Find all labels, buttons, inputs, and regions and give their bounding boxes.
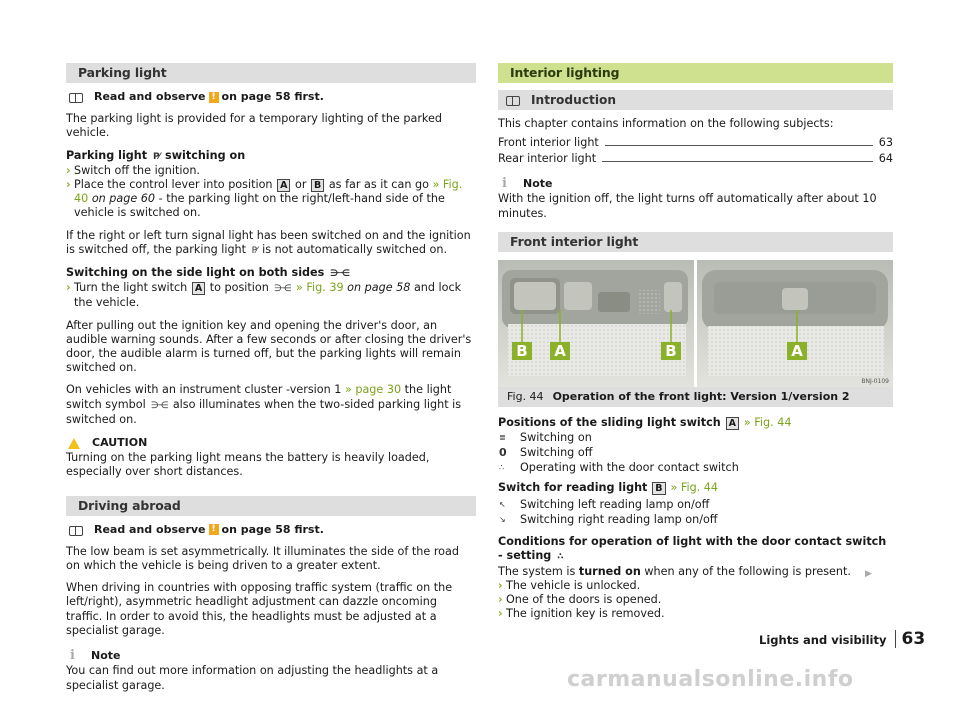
left-column [66, 63, 476, 693]
list-item: › The ignition key is removed. [498, 607, 665, 621]
watermark: carmanualsonline.info [567, 667, 854, 692]
parking-light-icon: P⁄ [251, 245, 257, 256]
callout-b-1 [512, 342, 532, 360]
fig-link[interactable]: » Fig. 40 [74, 178, 463, 206]
list-item: ↘ Switching right reading lamp on/off [499, 513, 718, 527]
footer-title: Lights and visibility [759, 632, 887, 647]
section-title-parking-light: Parking light [66, 63, 476, 83]
reading-left-icon: ↖ [499, 500, 506, 510]
reading-right-icon: ↘ [499, 515, 506, 525]
caution-icon [68, 438, 80, 449]
positions-list [498, 431, 893, 475]
figure-caption: Fig. 44 Operation of the front light: Version 1/version 2 [498, 387, 893, 407]
figure-illustration [498, 260, 893, 387]
abroad-p1: The low beam is set asymmetrically. It illuminates the side of the road on which the vehicle is being driven to a greater extent. [66, 544, 459, 573]
reading-head: Switch for reading light B » Fig. 44 [498, 481, 719, 495]
light-on-icon: ≣ [499, 432, 506, 442]
side-light-icon: ⋺⋲ [274, 284, 291, 295]
svg-text:A: A [791, 341, 803, 360]
section-title-driving-abroad: Driving abroad [66, 496, 476, 516]
chevron-icon: › [66, 281, 71, 295]
side-light-head: Switching on the side light on both sides ⋺⋲ [66, 266, 476, 281]
key-a: A [277, 179, 290, 192]
warning-icon: ! [209, 92, 219, 103]
chevron-icon: › [498, 607, 503, 621]
intro-text: This chapter contains information on the following subjects: [498, 117, 834, 130]
note-head: i Note [502, 176, 553, 192]
info-icon: i [502, 176, 507, 192]
section-title-front-interior-light: Front interior light [498, 232, 893, 252]
right-column [498, 63, 893, 621]
book-icon [69, 92, 83, 102]
chevron-icon: › [498, 593, 503, 607]
callout-b-2 [661, 342, 681, 360]
key-a: A [192, 282, 205, 295]
figure-front-light [498, 260, 893, 387]
chevron-icon: › [66, 163, 71, 177]
zero-icon: 0 [499, 445, 507, 459]
note-text: You can find out more information on adjusting the headlights at a specialist garage. [66, 664, 439, 692]
turn-signal-paragraph: If the right or left turn signal light has been switched on and the ignition is switched off, the parking light P⁄ is not automatically switched on. [66, 229, 476, 258]
svg-text:A: A [554, 341, 566, 360]
page-number: 63 [895, 630, 926, 648]
continue-arrow-icon: ▶ [865, 569, 872, 579]
fig-link[interactable]: » Fig. 39 [295, 281, 344, 295]
after-paragraph: After pulling out the ignition key and opening the driver's door, an audible warning sounds. After a few seconds or after closing the driver's door, the audible alarm is turned off, but the parking lights will remain switched on. [66, 318, 472, 375]
section-title-interior-lighting: Interior lighting [498, 63, 893, 83]
conditions-text: The system is turned on when any of the following is present. [498, 564, 851, 578]
key-b: B [652, 482, 665, 495]
note-head: i Note [70, 648, 121, 664]
conditions-head: Conditions for operation of light with the door contact switch - setting ∴ [498, 535, 893, 564]
warning-icon: ! [209, 524, 219, 535]
cluster-paragraph: On vehicles with an instrument cluster -version 1 » page 30 the light switch symbol ⋺⋲ also illuminates when the two-sided parking light is switched on. [66, 383, 462, 426]
list-item: › Turn the light switch A to position ⋺⋲ » Fig. 39 on page 58 and lock the vehicle. [66, 281, 462, 310]
page-footer [759, 630, 925, 648]
note-text: With the ignition off, the light turns off automatically after about 10 minutes. [498, 192, 877, 220]
read-observe-line: Read and observe ! on page 58 first. [66, 90, 476, 104]
toc-item[interactable]: Rear interior light 64 [498, 152, 893, 165]
list-item: › One of the doors is opened. [498, 593, 662, 607]
page-link[interactable]: » page 30 [344, 383, 402, 397]
introduction-head: Introduction [498, 90, 893, 110]
list-item: ↖ Switching left reading lamp on/off [499, 498, 710, 512]
list-item: 0 Switching off [499, 445, 593, 459]
reading-list [498, 498, 893, 527]
fig-link[interactable]: » Fig. 44 [670, 481, 719, 495]
side-light-icon: ⋺⋲ [151, 400, 168, 411]
chevron-icon: › [498, 578, 503, 592]
list-item: › Place the control lever into position A or B as far as it can go » Fig. 40 on page 60 - the parking light on the right/left-hand side of the vehicle is switched on. [66, 178, 463, 220]
callout-a-2 [787, 342, 807, 360]
callout-a-1 [550, 342, 570, 360]
figure-code: BNJ-0109 [861, 377, 889, 385]
side-light-icon: ⋺⋲ [330, 269, 350, 280]
list-item: ≣ Switching on [499, 430, 592, 444]
door-contact-icon: ∴ [557, 552, 563, 563]
read-observe-line: Read and observe ! on page 58 first. [66, 523, 476, 537]
toc [498, 136, 893, 166]
list-item: › The vehicle is unlocked. [498, 578, 641, 592]
key-a: A [726, 417, 739, 430]
list-item: › Switch off the ignition. [66, 163, 200, 177]
toc-item[interactable]: Front interior light 63 [498, 136, 893, 149]
parking-light-icon: P⁄ [153, 151, 160, 162]
info-icon: i [70, 648, 75, 664]
parking-intro: The parking light is provided for a temporary lighting of the parked vehicle. [66, 112, 442, 140]
door-contact-icon: ∴ [499, 462, 505, 472]
fig-link[interactable]: » Fig. 44 [743, 415, 792, 429]
key-b: B [311, 179, 324, 192]
svg-text:B: B [665, 341, 677, 360]
caution-text: Turning on the parking light means the battery is heavily loaded, especially over short distances. [66, 451, 430, 479]
book-icon [69, 525, 83, 535]
abroad-p2: When driving in countries with opposing traffic system (traffic on the left/right), asymmetric headlight adjustment can dazzle oncoming traffic. In order to avoid this, the headlights must be adjusted at a specialist garage. [66, 581, 453, 637]
book-icon [506, 95, 520, 105]
chevron-icon: › [66, 178, 71, 192]
list-item: ∴ Operating with the door contact switch [499, 460, 739, 474]
svg-text:B: B [516, 341, 528, 360]
parking-switch-head: Parking light P⁄ switching on [66, 149, 476, 164]
caution-head: CAUTION [66, 436, 476, 450]
positions-head: Positions of the sliding light switch A » Fig. 44 [498, 415, 792, 429]
